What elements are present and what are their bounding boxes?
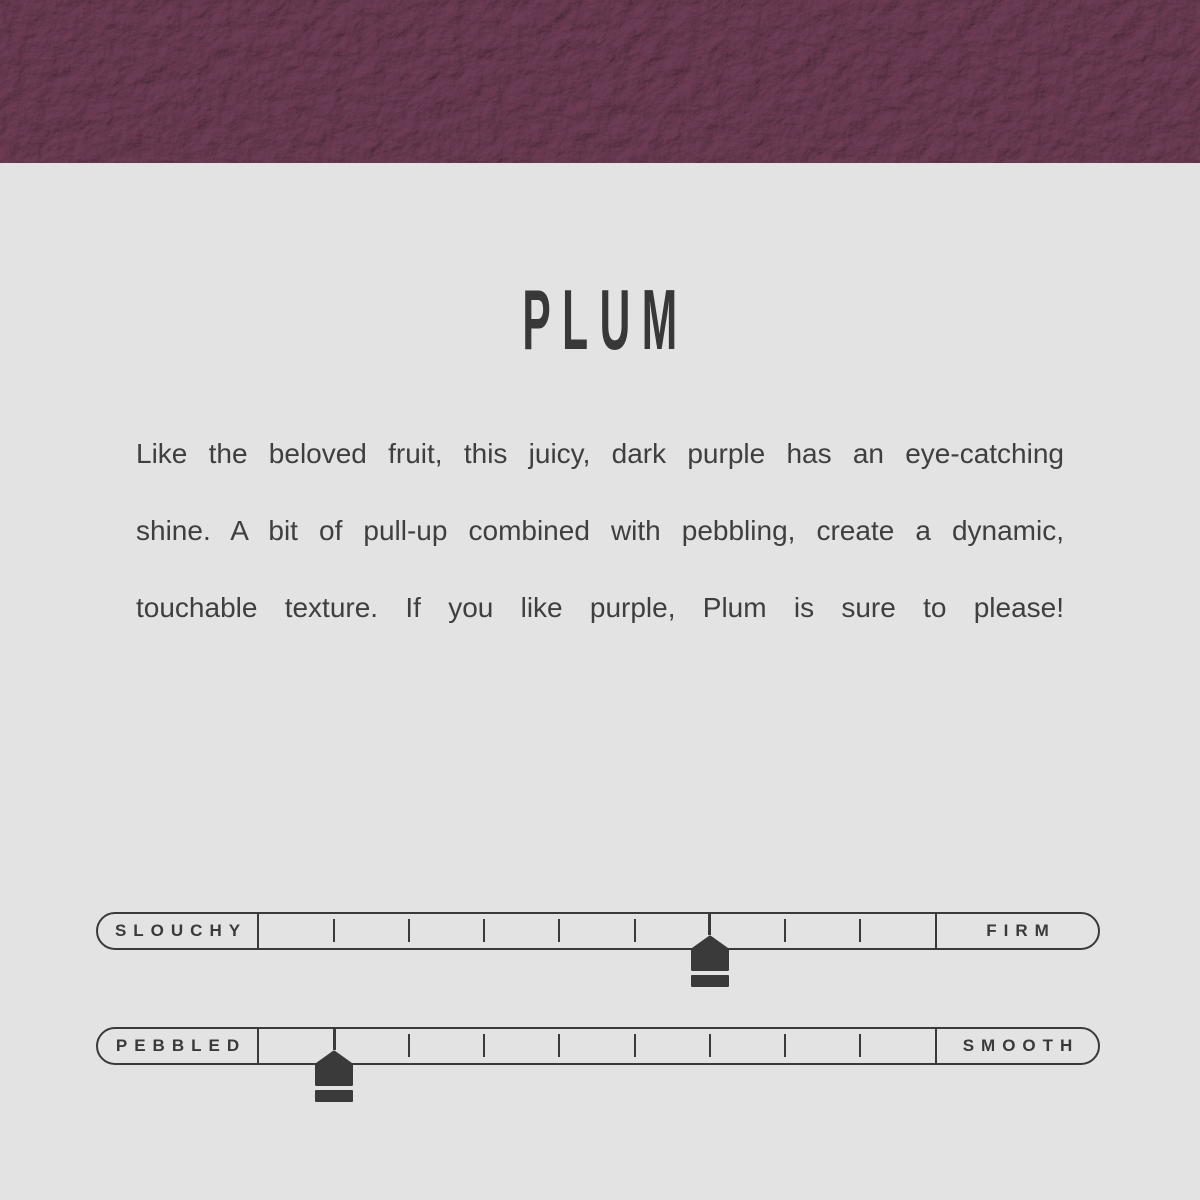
page-title: PLUM: [522, 273, 689, 368]
marker-stem: [333, 1027, 336, 1050]
slider-right-label: SMOOTH: [935, 1029, 1098, 1063]
description-line: shine. A bit of pull-up combined with pebbling, create a dynamic,: [136, 515, 1064, 546]
scale-tick: [784, 919, 786, 942]
texture-slider-track: [259, 1029, 935, 1063]
title-row: [0, 273, 1200, 368]
firmness-slider: [96, 912, 1100, 950]
slider-left-label: SLOUCHY: [98, 914, 259, 948]
texture-marker[interactable]: [315, 1027, 353, 1102]
firmness-marker[interactable]: [691, 912, 729, 987]
color-description: [136, 415, 1064, 646]
marker-pointer-icon: [315, 1050, 353, 1102]
scale-tick: [483, 919, 485, 942]
marker-pointer-icon: [691, 935, 729, 987]
scale-tick: [558, 1034, 560, 1057]
scale-tick: [634, 919, 636, 942]
marker-stem: [708, 912, 711, 935]
leather-texture-image: [0, 0, 1200, 163]
firmness-slider-track: [259, 914, 935, 948]
scale-tick: [558, 919, 560, 942]
scale-tick: [408, 919, 410, 942]
scale-tick: [784, 1034, 786, 1057]
scale-tick: [634, 1034, 636, 1057]
slider-right-label: FIRM: [935, 914, 1098, 948]
scale-tick: [483, 1034, 485, 1057]
texture-slider: [96, 1027, 1100, 1065]
scale-tick: [859, 919, 861, 942]
slider-left-label: PEBBLED: [98, 1029, 259, 1063]
scale-tick: [333, 919, 335, 942]
scale-tick: [709, 1034, 711, 1057]
leather-swatch-photo: [0, 0, 1200, 163]
description-line: touchable texture. If you like purple, Plum is sure to please!: [136, 592, 1064, 623]
scale-tick: [408, 1034, 410, 1057]
scale-tick: [859, 1034, 861, 1057]
description-line: Like the beloved fruit, this juicy, dark purple has an eye-catching: [136, 438, 1064, 469]
